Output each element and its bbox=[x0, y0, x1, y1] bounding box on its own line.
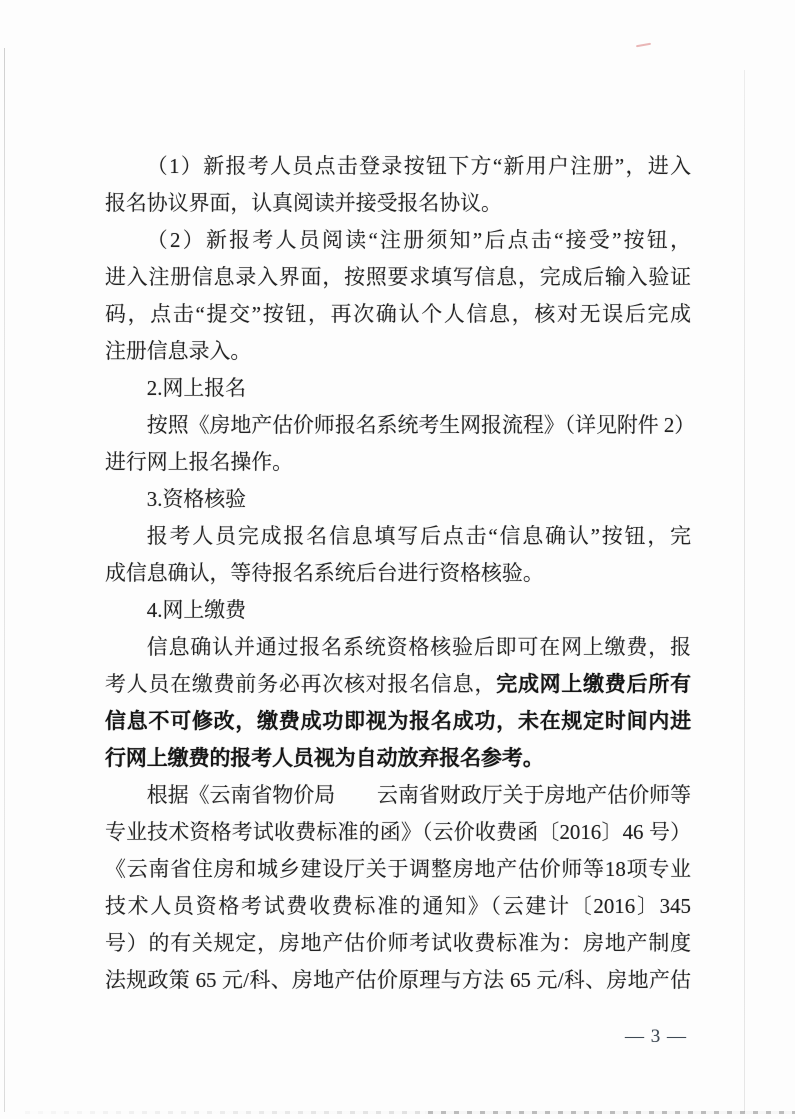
text-line: 信息确认并通过报名系统资格核验后即可在网上缴费，报 bbox=[146, 635, 691, 659]
page-number: — 3 — bbox=[625, 1026, 687, 1047]
text-line: 进行网上报名操作。 bbox=[105, 450, 294, 474]
text-segment-bold: 完成网上缴费后所有 bbox=[496, 672, 691, 696]
text-line: 《云南省住房和城乡建设厅关于调整房地产估价师等18项专业 bbox=[105, 857, 691, 881]
text-line: 报名协议界面，认真阅读并接受报名协议。 bbox=[105, 191, 502, 215]
text-line: 根据《云南省物价局 云南省财政厅关于房地产估价师等 bbox=[146, 783, 691, 807]
text-line: 技术人员资格考试费收费标准的通知》（云建计〔2016〕345 bbox=[105, 894, 691, 918]
text-line-bold: 行网上缴费的报考人员视为自动放弃报名参考。 bbox=[105, 746, 544, 770]
text-line: 按照《房地产估价师报名系统考生网报流程》（详见附件 2） bbox=[146, 413, 696, 437]
text-line-bold: 信息不可修改，缴费成功即视为报名成功，未在规定时间内进 bbox=[105, 709, 691, 733]
section-heading-online-payment: 4.网上缴费 bbox=[146, 598, 247, 622]
text-line: 专业技术资格考试收费标准的函》（云价收费函〔2016〕46 号） bbox=[105, 820, 691, 844]
text-line: 法规政策 65 元/科、房地产估价原理与方法 65 元/科、房地产估 bbox=[105, 968, 691, 992]
scan-edge-left-line bbox=[4, 48, 5, 1112]
text-line bbox=[105, 666, 691, 703]
scan-edge-bottom-fade bbox=[25, 1111, 425, 1114]
section-heading-qualification-check: 3.资格核验 bbox=[146, 487, 247, 511]
text-line: 注册信息录入。 bbox=[105, 339, 252, 363]
scan-pink-mark bbox=[636, 43, 651, 48]
text-line: 号）的有关规定，房地产估价师考试收费标准为：房地产制度 bbox=[105, 931, 691, 955]
section-heading-online-registration: 2.网上报名 bbox=[146, 376, 247, 400]
text-segment: 考人员在缴费前务必再次核对报名信息， bbox=[105, 672, 497, 696]
text-line: 成信息确认，等待报名系统后台进行资格核验。 bbox=[105, 561, 544, 585]
scan-edge-right-line bbox=[744, 70, 745, 1112]
text-line: 码，点击“提交”按钮，再次确认个人信息，核对无误后完成 bbox=[105, 302, 691, 326]
text-line: 进入注册信息录入界面，按照要求填写信息，完成后输入验证 bbox=[105, 265, 691, 289]
document-body bbox=[105, 148, 696, 999]
text-line: （1）新报考人员点击登录按钮下方“新用户注册”，进入 bbox=[146, 154, 691, 178]
text-line: 报考人员完成报名信息填写后点击“信息确认”按钮，完 bbox=[146, 524, 691, 548]
text-line: （2）新报考人员阅读“注册须知”后点击“接受”按钮， bbox=[146, 228, 691, 252]
